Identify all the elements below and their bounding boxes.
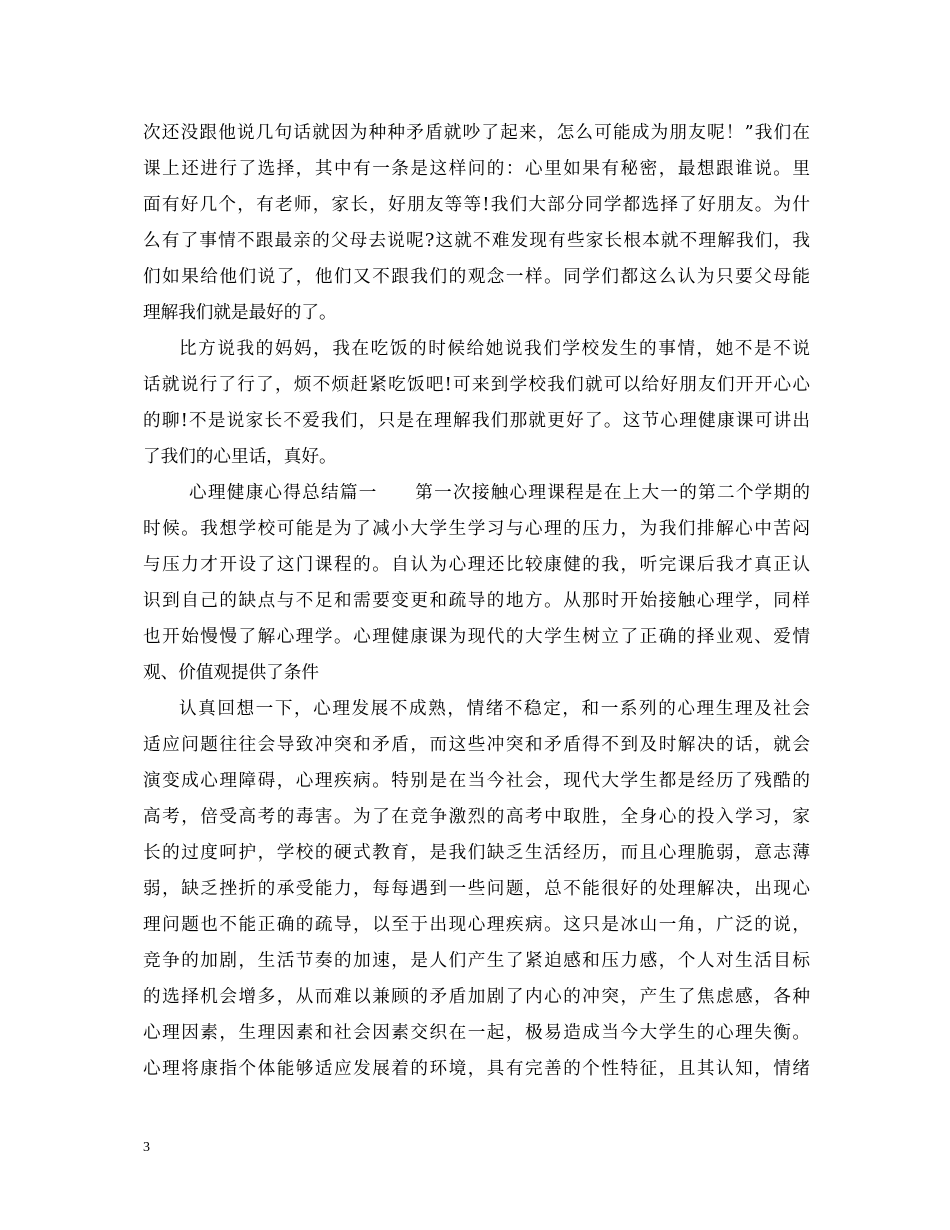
text-line: 观、价值观提供了条件	[143, 663, 319, 683]
text-line: 们如果给他们说了，他们又不跟我们的观念一样。同学们都这么认为只要父母能	[143, 267, 810, 287]
text-line: 理解我们就是最好的了。	[143, 303, 337, 323]
text-line: 认真回想一下，心理发展不成熟，情绪不稳定，和一系列的心理生理及社会	[179, 699, 810, 719]
text-line: 心理因素，生理因素和社会因素交织在一起，极易造成当今大学生的心理失衡。	[143, 1023, 810, 1043]
text-line: 理问题也不能正确的疏导，以至于出现心理疾病。这只是冰山一角，广泛的说，	[143, 915, 810, 935]
text-line: 心理将康指个体能够适应发展着的环境，具有完善的个性特征，且其认知，情绪	[143, 1059, 810, 1079]
text-line: 了我们的心里话，真好。	[143, 447, 337, 467]
text-line: 的选择机会增多，从而难以兼顾的矛盾加剧了内心的冲突，产生了焦虑感，各种	[143, 987, 810, 1007]
text-line: 高考，倍受高考的毒害。为了在竞争激烈的高考中取胜，全身心的投入学习，家	[143, 807, 810, 827]
text-line: 也开始慢慢了解心理学。心理健康课为现代的大学生树立了正确的择业观、爱情	[143, 627, 810, 647]
text-line: 比方说我的妈妈，我在吃饭的时候给她说我们学校发生的事情，她不是不说	[179, 339, 810, 359]
section-heading-line: 心理健康心得总结篇一 第一次接触心理课程是在上大一的第二个学期的	[189, 483, 810, 503]
page-number: 3	[143, 1140, 150, 1155]
text-line: 话就说行了行了，烦不烦赶紧吃饭吧!可来到学校我们就可以给好朋友们开开心心	[143, 375, 810, 395]
text-line: 演变成心理障碍，心理疾病。特别是在当今社会，现代大学生都是经历了残酷的	[143, 771, 810, 791]
text-line: 的聊!不是说家长不爱我们，只是在理解我们那就更好了。这节心理健康课可讲出	[143, 411, 810, 431]
text-line: 时候。我想学校可能是为了减小大学生学习与心理的压力，为我们排解心中苦闷	[143, 519, 810, 539]
text-line: 次还没跟他说几句话就因为种种矛盾就吵了起来，怎么可能成为朋友呢！”我们在	[143, 123, 810, 143]
text-line: 课上还进行了选择，其中有一条是这样问的：心里如果有秘密，最想跟谁说。里	[143, 159, 810, 179]
document-body	[143, 115, 810, 1087]
text-line: 竞争的加剧，生活节奏的加速，是人们产生了紧迫感和压力感，个人对生活目标	[143, 951, 810, 971]
text-line: 与压力才开设了这门课程的。自认为心理还比较康健的我，听完课后我才真正认	[143, 555, 810, 575]
text-line: 识到自己的缺点与不足和需要变更和疏导的地方。从那时开始接触心理学，同样	[143, 591, 810, 611]
text-line: 长的过度呵护，学校的硬式教育，是我们缺乏生活经历，而且心理脆弱，意志薄	[143, 843, 810, 863]
text-line: 适应问题往往会导致冲突和矛盾，而这些冲突和矛盾得不到及时解决的话，就会	[143, 735, 810, 755]
text-line: 弱，缺乏挫折的承受能力，每每遇到一些问题，总不能很好的处理解决，出现心	[143, 879, 810, 899]
text-line: 面有好几个，有老师，家长，好朋友等等!我们大部分同学都选择了好朋友。为什	[143, 195, 810, 215]
text-line: 么有了事情不跟最亲的父母去说呢?这就不难发现有些家长根本就不理解我们，我	[143, 231, 810, 251]
